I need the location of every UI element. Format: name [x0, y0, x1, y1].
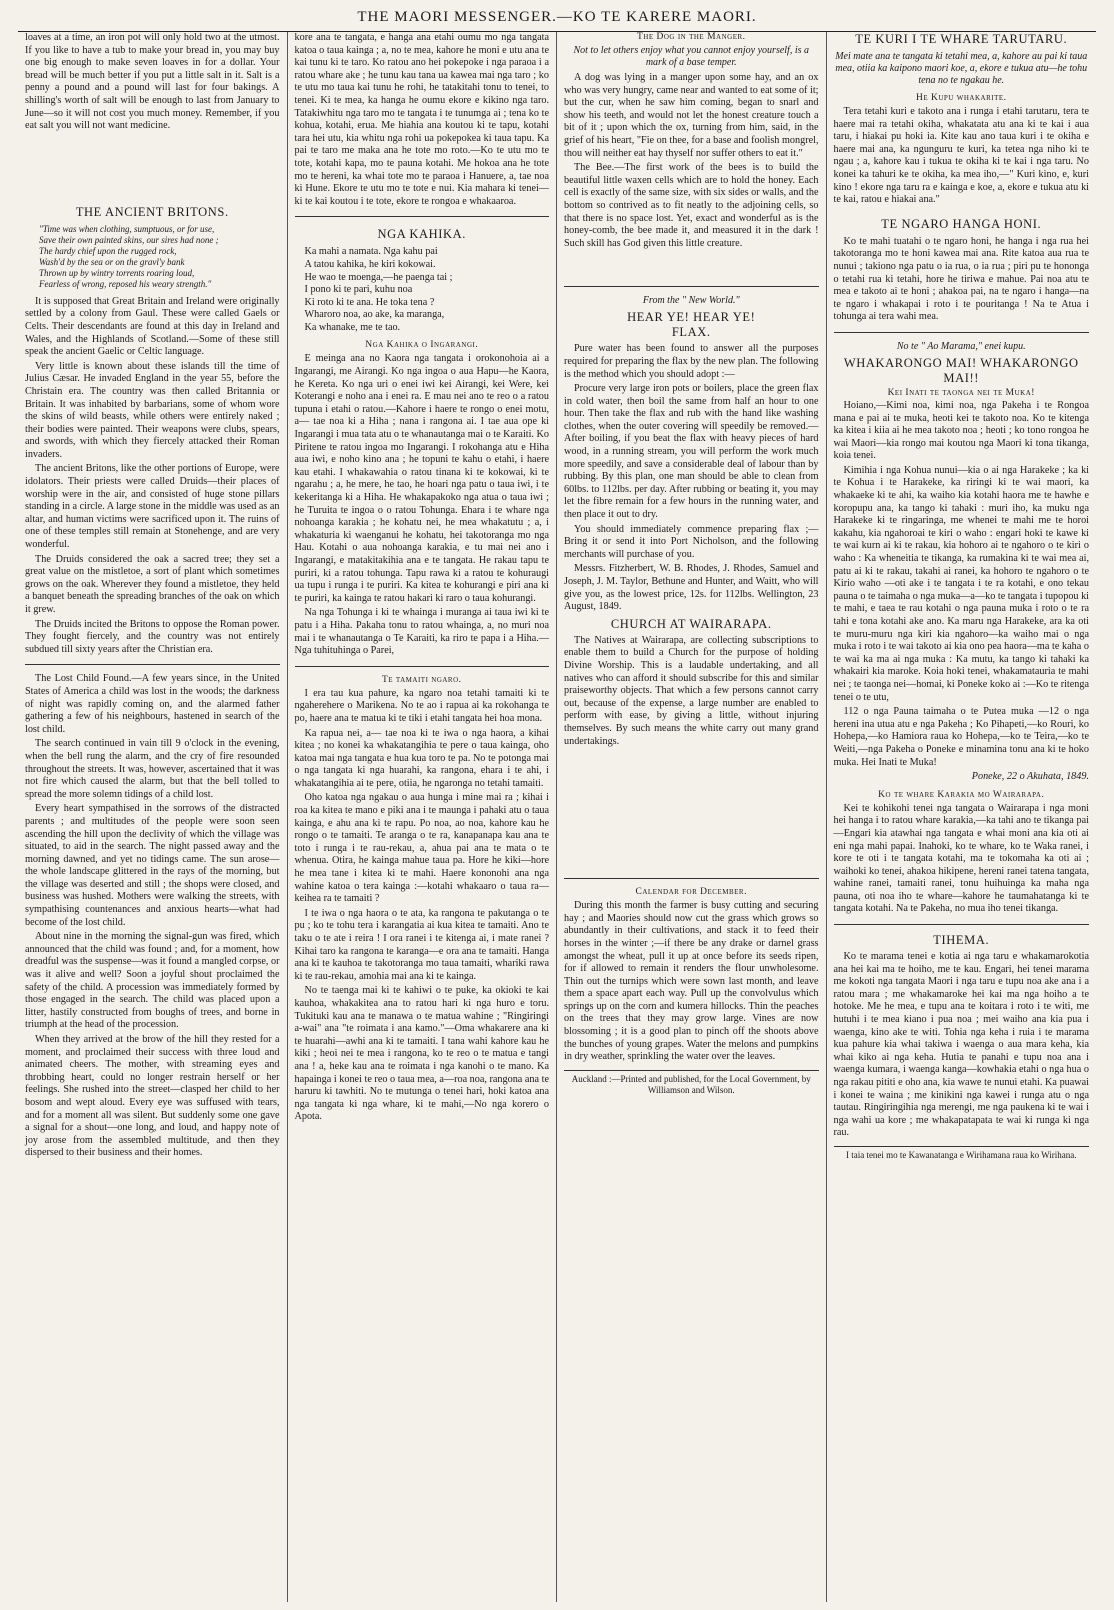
paragraph: Hoiano,—Kimi noa, kimi noa, nga Pakeha i te Rongoa mana e pai ai te muka, heoti kei te takoto noa. Ko te kitenga ka kitea i kiia ai he mea takoto noa ; heoti ; ko tono rongoa he wai Maori—kia rongo mai koutou nga Maori ki tona tikanga, koia tenei. [833, 399, 1089, 462]
poem-line: The hardy chief upon the rugged rock, [39, 245, 177, 256]
section-heading: Kei Inati te taonga nei te Muka! [887, 387, 1035, 398]
article-title: THE ANCIENT BRITONS. [75, 204, 229, 219]
article-title: NGA KAHIKA. [377, 227, 467, 242]
paragraph: I te iwa o nga haora o te ata, ka rangona te pakutanga o te pu ; ko te tohu tera i karangatia ai kua kitea te tamaiti. Ano te taku o te ate i reira ! I ora ranei i te kitenga ai, i mate ranei ? Kihai taro ka rangona te karanga—e ora ana te tamaiti. Hanga ana ki te kauhoa te takotoranga mo taua tamaiti, whariki rawa ki te rau-rekau, amohia mai ana ki te kainga. [294, 907, 549, 982]
poem-line: "Time was when clothing, sumptuous, or for use, [39, 223, 215, 234]
verse-line: Ki roto ki te ana. He toka tena ? [304, 296, 435, 308]
verse-line: I pono ki te pari, kuhu noa [304, 284, 413, 296]
poem-line: Save their own painted skins, our sires had none ; [39, 234, 219, 245]
poem-line: Wash'd by the sea or on the gravl'y bank [39, 256, 185, 267]
paragraph: Kimihia i nga Kohua nunui—kia o ai nga Harakeke ; ka ki te Kohua i te Harakeke, ka riringi ki te wai maori, ka whakaeke ki te ahi, ka waiho kia kotahi haora me te hawhe e koropupu ana, ka tango ki tahaki : muri iho, ka muku nga Harakeke ki te ringaringa, me whenei te mahi me te horoi kakahu, kia ngahoroai te kiri o waho : engari hoki te kawe ki te wai kurn ai ki te rakau, kia hohoro ai te ngahoro o te kiri o waho : Ka wheneitia te tikanga, ka rumakina ki te wai mea ai, patu ai ki te rakau, takahi ai ranei, ka hohoro te ngahoro o te Kirio waho —oti ake i te tangata i te ra kotahi, e ono tekau pauna o te taimaha o nga muka—a—ko te tangata i tupopou ki te mahi, e taea te rau kotahi o nga pauna muka i roto o te ra tahi e tona kotahi ake ano. Ka maru nga Harakeke, ara ka oti te muru-muru nga kiri kia ngahoro—ka waiho mai o nga muka i roto i te wai takoto ai kia ono pea haora—ma te kaha o te wai ka ma ai nga muka : Ka mutu, ka tango ki tahaki ka whakairi kia maroke. Koia hoki tenei, whakamatauria te mahi nei ; te taonga nei—homai, ki Poneke koko ai :—Ko te ritenga tenei o te utu, [833, 464, 1089, 703]
column-3 [557, 32, 827, 1602]
article-title: Calendar for December. [635, 887, 747, 898]
paragraph: The Bee.—The first work of the bees is to build the beautiful little waxen cells which are to hold the honey. Each cell is exactly of the same size, with six sides or walls, and the bottom so contrived as to fit neatly to the adjoining cells, so that there is no space lost. Yet, exact and wonderful as is the honey-comb, the bee made it, and measured it in the dark ! Such skill has God given this little creature. [564, 162, 819, 249]
imprint: I taia tenei mo te Kawanatanga e Wirihamana raua ko Wirihana. [834, 1146, 1090, 1161]
article-title: TIHEMA. [933, 933, 990, 948]
dateline: Poneke, 22 o Akuhata, 1849. [971, 771, 1089, 783]
paragraph: Tera tetahi kuri e takoto ana i runga i etahi tarutaru, tera te haere mai ra tetahi okiha, whakatata atu ana ki te kai i aua taru, i hiakai pu hoki ia. Kite kau ano taua kuri i te okiha e haere mai ana, ka ngunguru te kuri, ka tetea nga niho ki te ngau ; a, kahore kau i tukua te okiha ki te kai i nga taru. No konei ka tahuri ke te okiha, ka mea iho,—" Kuri kino, e, kuri kino ! ekore nga taru ra e kainga e koe, a, ekore e tukua atu ki te kai, ratou e hiakai ana." [833, 106, 1089, 206]
divider [834, 924, 1090, 925]
section-heading: Nga Kahika o Ingarangi. [365, 340, 479, 351]
paragraph: No te taenga mai ki te kahiwi o te puke, ka okioki te kai kauhoa, whakakitea ana to ratou hari ki nga huro e toru. Tukituki kau ana te manawa o te matua wahine ; "Ringiringi a-wai" ana "te roimata i ana kamo."—Oma whakarere ana ki te huarahi—awhi ana ki te tamaiti. I tana wahi kahore kau he kiki ; heoi nei te mea i rangona, ko te reo o te matua e tangi ana ! a, heke kau ana te roimata i nga kanohi o te mano. Ka hapainga i konei te reo o taua mea, a—roa noa, rangona ana te haruru ki tawhiti. No te mutunga o tenei hari, hoki katoa ana nga tangata ki nga whare, ki te mahi,—No nga korero o Apota. [294, 985, 549, 1123]
poem-line: Fearless of wrong, reposed his weary strength." [39, 278, 212, 289]
column-2 [288, 32, 558, 1602]
paragraph: The Lost Child Found.—A few years since, in the United States of America a child was lost in the woods; the darkness of night was rapidly coming on, and the alarmed father gathering a few of his neighbours, hastened in search of the lost child. [25, 673, 280, 735]
divider [564, 286, 819, 287]
paragraph: The Natives at Wairarapa, are collecting subscriptions to enable them to build a Church for the purpose of holding Divine Worship. This is a laudable undertaking, and all natives who can afford it should subscribe for this and similar praiseworthy objects. That which a few persons cannot carry out, because of the expense, a large number are enabled to perform with ease, by giving a little, without injuring themselves. By such means the white carry out many grand undertakings. [564, 634, 819, 747]
paragraph: 112 o nga Pauna taimaha o te Putea muka —12 o nga hereni ina utua atu e nga Pakeha ; Ko Pihapeti,—ko Rouri, ko Hohepa,—ko Hamiora raua ko Hohepa,—ko te Teira,—ko te Weiti,—nga Pakeha o Poneke e minamina tonu ana ki te hoko muka. Hei Inati te Muka! [833, 706, 1089, 768]
paragraph: The Druids incited the Britons to oppose the Roman power. They fought fiercely, and the country was not entirely subdued till sixty years after the Christian era. [25, 618, 280, 655]
paragraph: The Druids considered the oak a sacred tree; they set a great value on the mistletoe, a sort of plant which sometimes grows on the oak. Wherever they found a mistletoe, they held a banquet beneath the spreading branches of the oak on which it grew. [25, 553, 280, 615]
divider [295, 666, 550, 667]
paragraph: Na nga Tohunga i ki te whainga i muranga ai taua iwi ki te patu i a Hiha. Pakaha tonu to ratou whainga, a, no muri noa mai i te whanautanga o Te Karaiti, ka riro te papa i a Hiha.—Nga tuhituhinga o Parei, [294, 607, 549, 657]
article-title: HEAR YE! HEAR YE! [627, 310, 756, 325]
column-4 [827, 32, 1097, 1602]
divider [564, 878, 819, 879]
divider [834, 332, 1090, 333]
paragraph: The ancient Britons, like the other portions of Europe, were idolators. Their priests were called Druids—their places of worship were in the air, and consisted of huge stone pillars standing in a circle. A large stone in the middle was used as an altar, and human victims were sacrificed upon it. The ruins of one of these temples still remain at Stonehenge, and are very wonderful. [25, 463, 280, 551]
verse-line: A tatou kahika, he kiri kokowai. [304, 258, 436, 270]
paragraph: Ka rapua nei, a— tae noa ki te iwa o nga haora, a kihai kitea ; no konei ka whakatangihia te pere o taua kainga, oho katoa mai nga tangata e hua kua toro te pa. No te potonga mai o nga tangata ki nga huarahi, ka rangona, ehara i te ahi, i whakatangihia ai te pere, otiia, he ngaronga no tetahi tamaiti. [294, 727, 549, 789]
section-heading: Ko te whare Karakia mo Wairarapa. [878, 789, 1045, 800]
paragraph: E meinga ana no Kaora nga tangata i orokonohoia ai a Ingarangi, me Airangi. Ko nga ingoa o aua Hapu—he Kaora, he Kereta. Ko nga uri o enei iwi kei Airangi, kei Were, kei Koterangi e noho ana i enei ra. E mau nei ano te reo o a ratou tupuna i etahi o ratou.—Kahore i haere te rongo o enei motu, a— tae noa ki a Hiha ; nana i rangona ai. I tae aua ope ki Ingarangi i mua tata atu o te whanautanga mai o te Karaiti. Ko Piritene te ratou ingoa mo Ingarangi. I rokohanga atu e Hiha aua iwi, e noho kino ana ; he topuni te kahu o etahi, i haere kau etahi. I whakawahia o ratou tinana ki te kokowai, ki te ngarahu ; a, he mere, he tao, he hoari nga patu o taua iwi, i te kekeritanga ki a Hiha. He whakapakoko nga atua o taua iwi ; he Turuita te ingoa o o ratou Tohunga. Ehara i te whare nga nohoanga karakia ; he kohatu nei, he mea whakatutu ; a, i whakaturia ki waenganui he kohatu, hei takotoranga mo nga Hau. Kotahi o aua nohoanga karakia, e tu mai nei ano i Ingarangi, e matakitakihia ana e te tangata. He rakau tapu te puriri, ki a ratou tohunga. Tapu rawa ki a ratou te kohuraugi ua tupu i runga i te puriri. Ka kitea te kohurangi e piri ana ki te puriri, ka kainga te ratou hakari ki raro o taua kohurangi. [294, 353, 549, 604]
verse-line: Ka whanake, me te tao. [304, 321, 401, 333]
verse-line: Ka mahi a namata. Nga kahu pai [304, 246, 438, 258]
paragraph: Ko te marama tenei e kotia ai nga taru e whakamarokotia ana hei kai ma te hoiho, me te kau. Engari, hei tenei marama me kokoti nga tangata Maori i nga taru e tupu noa ake ana i a ratou mara ; me whakamaroke hei kai ma nga hoiho a te hotoke. Me he mea, e tupu ana te koitara i roto i te witi, me hutuhi i te mea kiano i pua noa ; mei waiho ana kia pua i waenga, kino ake te witi. Tohia nga keha i ruia i te marama kua pahure kia whai takiwa i waenga o aua mara keha, kia whai kiko ai nga keha. Hutia te panahi e tupu noa ana i waenga kumara, i waenga kanga—kowhakia etahi o nga hua o nga rakau pititi e oho ana, kia wawe te nunui etahi. Ka puawai i konei te waina ; me kinikini nga kawei i runga atu o nga tautau. Ringiringihia nga merengi, me nga paukena ki te wai i nga wahi ua kore ; me whakapatapata te wai ki runga ki nga rau. [833, 951, 1089, 1139]
paragraph: About nine in the morning the signal-gun was fired, which announced that the child was found ; and, for a moment, how dreadful was the suspense—was it found a mangled corpse, or was it alive and well? Soon a joyful shout proclaimed the safety of the child. A procession was immediately formed by those engaged in the search. The child was placed upon a litter, hastily constructed from boughs of trees, and borne in triumph at the head of the procession. [25, 931, 280, 1031]
paragraph: I era tau kua pahure, ka ngaro noa tetahi tamaiti ki te ngaherehere o Marikena. No te ao i rapua ai ka rokohanga te po, haere ana te matua ki te tiki i etahi tangata hei hoa mona. [294, 687, 549, 724]
paragraph: Pure water has been found to answer all the purposes required for preparing the flax by the new plan. The following is the method which you should adopt :— [564, 343, 819, 380]
paragraph: Procure very large iron pots or boilers, place the green flax in cold water, then boil the same from half an hour to one hour. Then take the flax and rub with the hand like washing clothes, when the outer covering will speedily be removed.—After boiling, if you beat the flax with heavy pieces of hard wood, in a running stream, you will perform the work much more speedily, and save a considerable deal of labour than by rubbing. By this plan, one man should be able to clean from 60lbs. to 112lbs. per day. After rubbing or beating it, you may let the fibre remain for a few hours in the running water, and then place it out to dry. [564, 383, 819, 521]
poem-line: Thrown up by wintry torrents roaring loud, [39, 267, 195, 278]
imprint: Auckland :—Printed and published, for the Local Government, by Williamson and Wilson. [564, 1070, 819, 1096]
verse-line: Wharoro noa, ao ake, ka maranga, [304, 309, 445, 321]
paragraph: The search continued in vain till 9 o'clock in the evening, when the bell rung the alarm, and the cry of fire resounded throughout the streets. It was, however, ascertained that it was not fire which caused the alarm, but that the bell tolled to spread the more solemn tidings of a child lost. [25, 738, 280, 800]
article-title: The Dog in the Manger. [636, 32, 746, 42]
article-title: WHAKARONGO MAI! WHAKARONGO MAI!! [843, 355, 1079, 385]
divider [25, 664, 280, 665]
column-1 [18, 32, 288, 1602]
verse-line: He wao te moenga,—he paenga tai ; [304, 271, 453, 283]
source-line: From the " New World." [642, 295, 740, 307]
paragraph: It is supposed that Great Britain and Ireland were originally settled by a colony from Gaul. These were called Gaels or Celts. Their descendants are found at this day in Ireland and Wales, and the Highlands of Scotland.—Some of these still speak the ancient Gaelic or Celtic language. [25, 295, 280, 358]
paragraph: Oho katoa nga ngakau o aua hunga i mine mai ra ; kihai i roa ka kitea te mano e piki ana i te maunga i pahaki atu o taua kainga, e ahu ana ki te rapu. Po noa, ao noa, kahore kau he rongo o te tamaiti. Te aranga o te ra, kanapanapa kau ana te toto i runga i te rau-rekau, a, ahua pai ana te mata o te whenua. Otira, he kainga mahue taua pa. Hore he kiki—hore he mea tane i kitea ki te mahi. Haere kononohi ana nga wahine katoa o tera kainga :—kotahi whakaaro o taua ra—keihea ra te tamaiti ? [294, 792, 549, 905]
subtitle: Mei mate ana te tangata ki tetahi mea, a, kahore au pai ki taua mea, otiia ka kaipono maori koe, a, ekore e tukua atu—he tohu tena no te ngakau he. [835, 51, 1088, 86]
divider [295, 216, 550, 217]
paragraph: When they arrived at the brow of the hill they rested for a moment, and proclaimed their success with three loud and animated cheers. The mother, with streaming eyes and throbbing heart, could no longer restrain herself or her feelings. She rushed into the street—clasped her child to her bosom and wept aloud. Every eye was suffused with tears, and for a moment all was silent. But suddenly some one gave a signal for a shout—one long, and loud, and happy note of joy arose from the assembled multitude, and then they dispersed to their business and their homes. [25, 1034, 280, 1159]
source-line: No te " Ao Marama," enei kupu. [896, 340, 1026, 352]
article-title: CHURCH AT WAIRARAPA. [610, 616, 772, 631]
section-heading: He Kupu whakarite. [915, 93, 1007, 103]
paragraph: Ko te mahi tuatahi o te ngaro honi, he hanga i nga rua hei takotoranga mo te honi kawea mai ana. Rite katoa aua rua te nunui ; takiono nga patu o ia rua, o ia rua ; piri pu te hononga o tetahi rua ki tetahi, hore he tiriwa e mahue. Pai noa atu te mea e takoto ai te honi ; ahakoa pai, na te ngaro i hanga—na te ngaro i whakapai i roto i te pouritanga ! Na te Atua i tohunga ai tera wahi mea. [833, 235, 1089, 323]
paragraph: During this month the farmer is busy cutting and securing hay ; and Maories should now cut the grass which grows so abundantly in their cultivations, and stack it to feed their horses in the winter ;—if there be any drake or darnel grass amongst the wheat, pull it up at once before its seeds ripen, for if allowed to remain it renders the flour unwholesome. Thin out the turnips which were sown last month, and leave them a space apart each way. Pull up the convolvulus which springs up on the corn and kumera hillocks. Thin the peaches on the trees that they may grow large. Vines are now blossoming ; it is a good plan to pinch off the shoots above the bunches of young grapes. Water the melons and pumpkins in dry weather, sprinkling the water over the leaves. [564, 900, 819, 1063]
masthead: THE MAORI MESSENGER.—KO TE KARERE MAORI. [18, 6, 1096, 32]
verse [305, 246, 550, 334]
paragraph: Very little is known about these islands till the time of Julius Cæsar. He invaded England in the year 55, before the Christain era. The country was then called Britannia or Britain. It was inhabited by barbarians, some of whom wore the skins of wild beasts, while others were entirely naked ; their bodies were painted. Their weapons were clubs, spears, and swords, with which they fiercely attacked their Roman invaders. [25, 360, 280, 460]
columns [18, 32, 1096, 1602]
paragraph: Messrs. Fitzherbert, W. B. Rhodes, J. Rhodes, Samuel and Joseph, J. M. Taylor, Bethune and Hunter, and Waitt, who will give you, as the lowest price, 12s. for 112lbs. Wellington, 23 August, 1849. [564, 563, 819, 613]
section-heading: Te tamaiti ngaro. [381, 674, 462, 685]
paragraph: kore ana te tangata, e hanga ana etahi oumu mo nga tangata katoa o taua kainga ; a, no te mea, kahore he moni e utu ana te kai tunu ki te taro. Ko ratou ano hei pokepoke i nga paraoa i a ratou whare ake ; he tunu kau tana ua kawea mai nga taro ; ko te utu mo taua kai tunu he rohi, he tatakitahi tonu to tenei, to tenei. Ki te mea, ka hanga he oumu ekore e kikino nga taro. Tatakiwhitu nga taro mo te tangata i te tunumga ai ; tena ko te kohua, kotahi, erua. Me hiahia ana koutou ki te tapu, kotahi tara hei utu, kia whitu nga rohi ua pokepokea ki taua tapu. Ka pai te taro me maka ana he tote mo roto.—Ko te utu mo te tote, kotahi kapa, mo te pauna kotahi. Me hokoa ana he tote mo te hereni, ka whai tote mo te paraoa i Hanuere, a, tae noa ki Hune. Ekore te utu mo te tote e nui. Kia mahara ki tenei—ki te kai koutou i te tote, ekore te rongoa e whakaaroa. [294, 32, 549, 207]
poem [39, 224, 280, 290]
paragraph: A dog was lying in a manger upon some hay, and an ox who was very hungry, came near and wanted to eat some of it; but the cur, when he saw him coming, began to snarl and show his teeth, and would not let the honest creature touch a bit of it ; upon which the ox, turning from him, said, in the grief of his heart, "Fie on thee, for a base and foolish mongrel, thou will neither eat hay thyself nor suffer others to eat it." [564, 72, 819, 159]
article-title: TE KURI I TE WHARE TARUTARU. [855, 32, 1068, 46]
paragraph: loaves at a time, an iron pot will only hold two at the utmost. If you like to have a tub to make your bread in, you may buy one big enough to make seven loaves in for a dollar. Your bread will be much better if you put a little salt in it. Salt is a penny a pound and a pound will last for four bakings. A shilling's worth of salt will be enough to last from January to June—so it will not cost you much money. Remember, if you eat salt you will not want medicine. [25, 32, 280, 132]
paragraph: Every heart sympathised in the sorrows of the distracted parents ; and multitudes of the people were soon seen ascending the hill upon the declivity of which the village was situated, to aid in the search. The night passed away and the morning dawned, and yet no tidings came. The sun arose—the whole landscape glittered in the rays of the morning, but the village was deserted and still ; the shops were closed, and business was hushed. Mothers were walking the streets, with sympathising countenances and anxious hearts—what had become of the lost child. [25, 803, 280, 928]
subtitle: Not to let others enjoy what you cannot enjoy yourself, is a mark of a base temper. [573, 45, 810, 68]
paragraph: Kei te kohikohi tenei nga tangata o Wairarapa i nga moni hei hanga i to ratou whare karakia,—ka tahi ano te tikanga pai—Engari kia atawhai nga tangata e whai moni ana kia oti ai eni nga mahi papai. Inahoki, ko te whare, ko te Waka ranei, i kore te oti i te tangata kotahi, ma te tokomaha ka oti ai ; waihoki ko tenei, ahakoa hikipene, hereni ranei tatena tangata, wahine ranei, tamaiti ranei, tonu huihuinga ka maha nga pauna, oti noa iho te whare—kahore he taumahatanga ki te tangata kotahi. Na te Pakeha, no mua iho tenei tikanga. [833, 802, 1089, 915]
article-title: TE NGARO HANGA HONI. [881, 216, 1042, 231]
paragraph: You should immediately commence preparing flax ;—Bring it or send it into Port Nicholson, and the following merchants will purchase of you. [564, 523, 819, 560]
article-subtitle: FLAX. [671, 325, 711, 340]
